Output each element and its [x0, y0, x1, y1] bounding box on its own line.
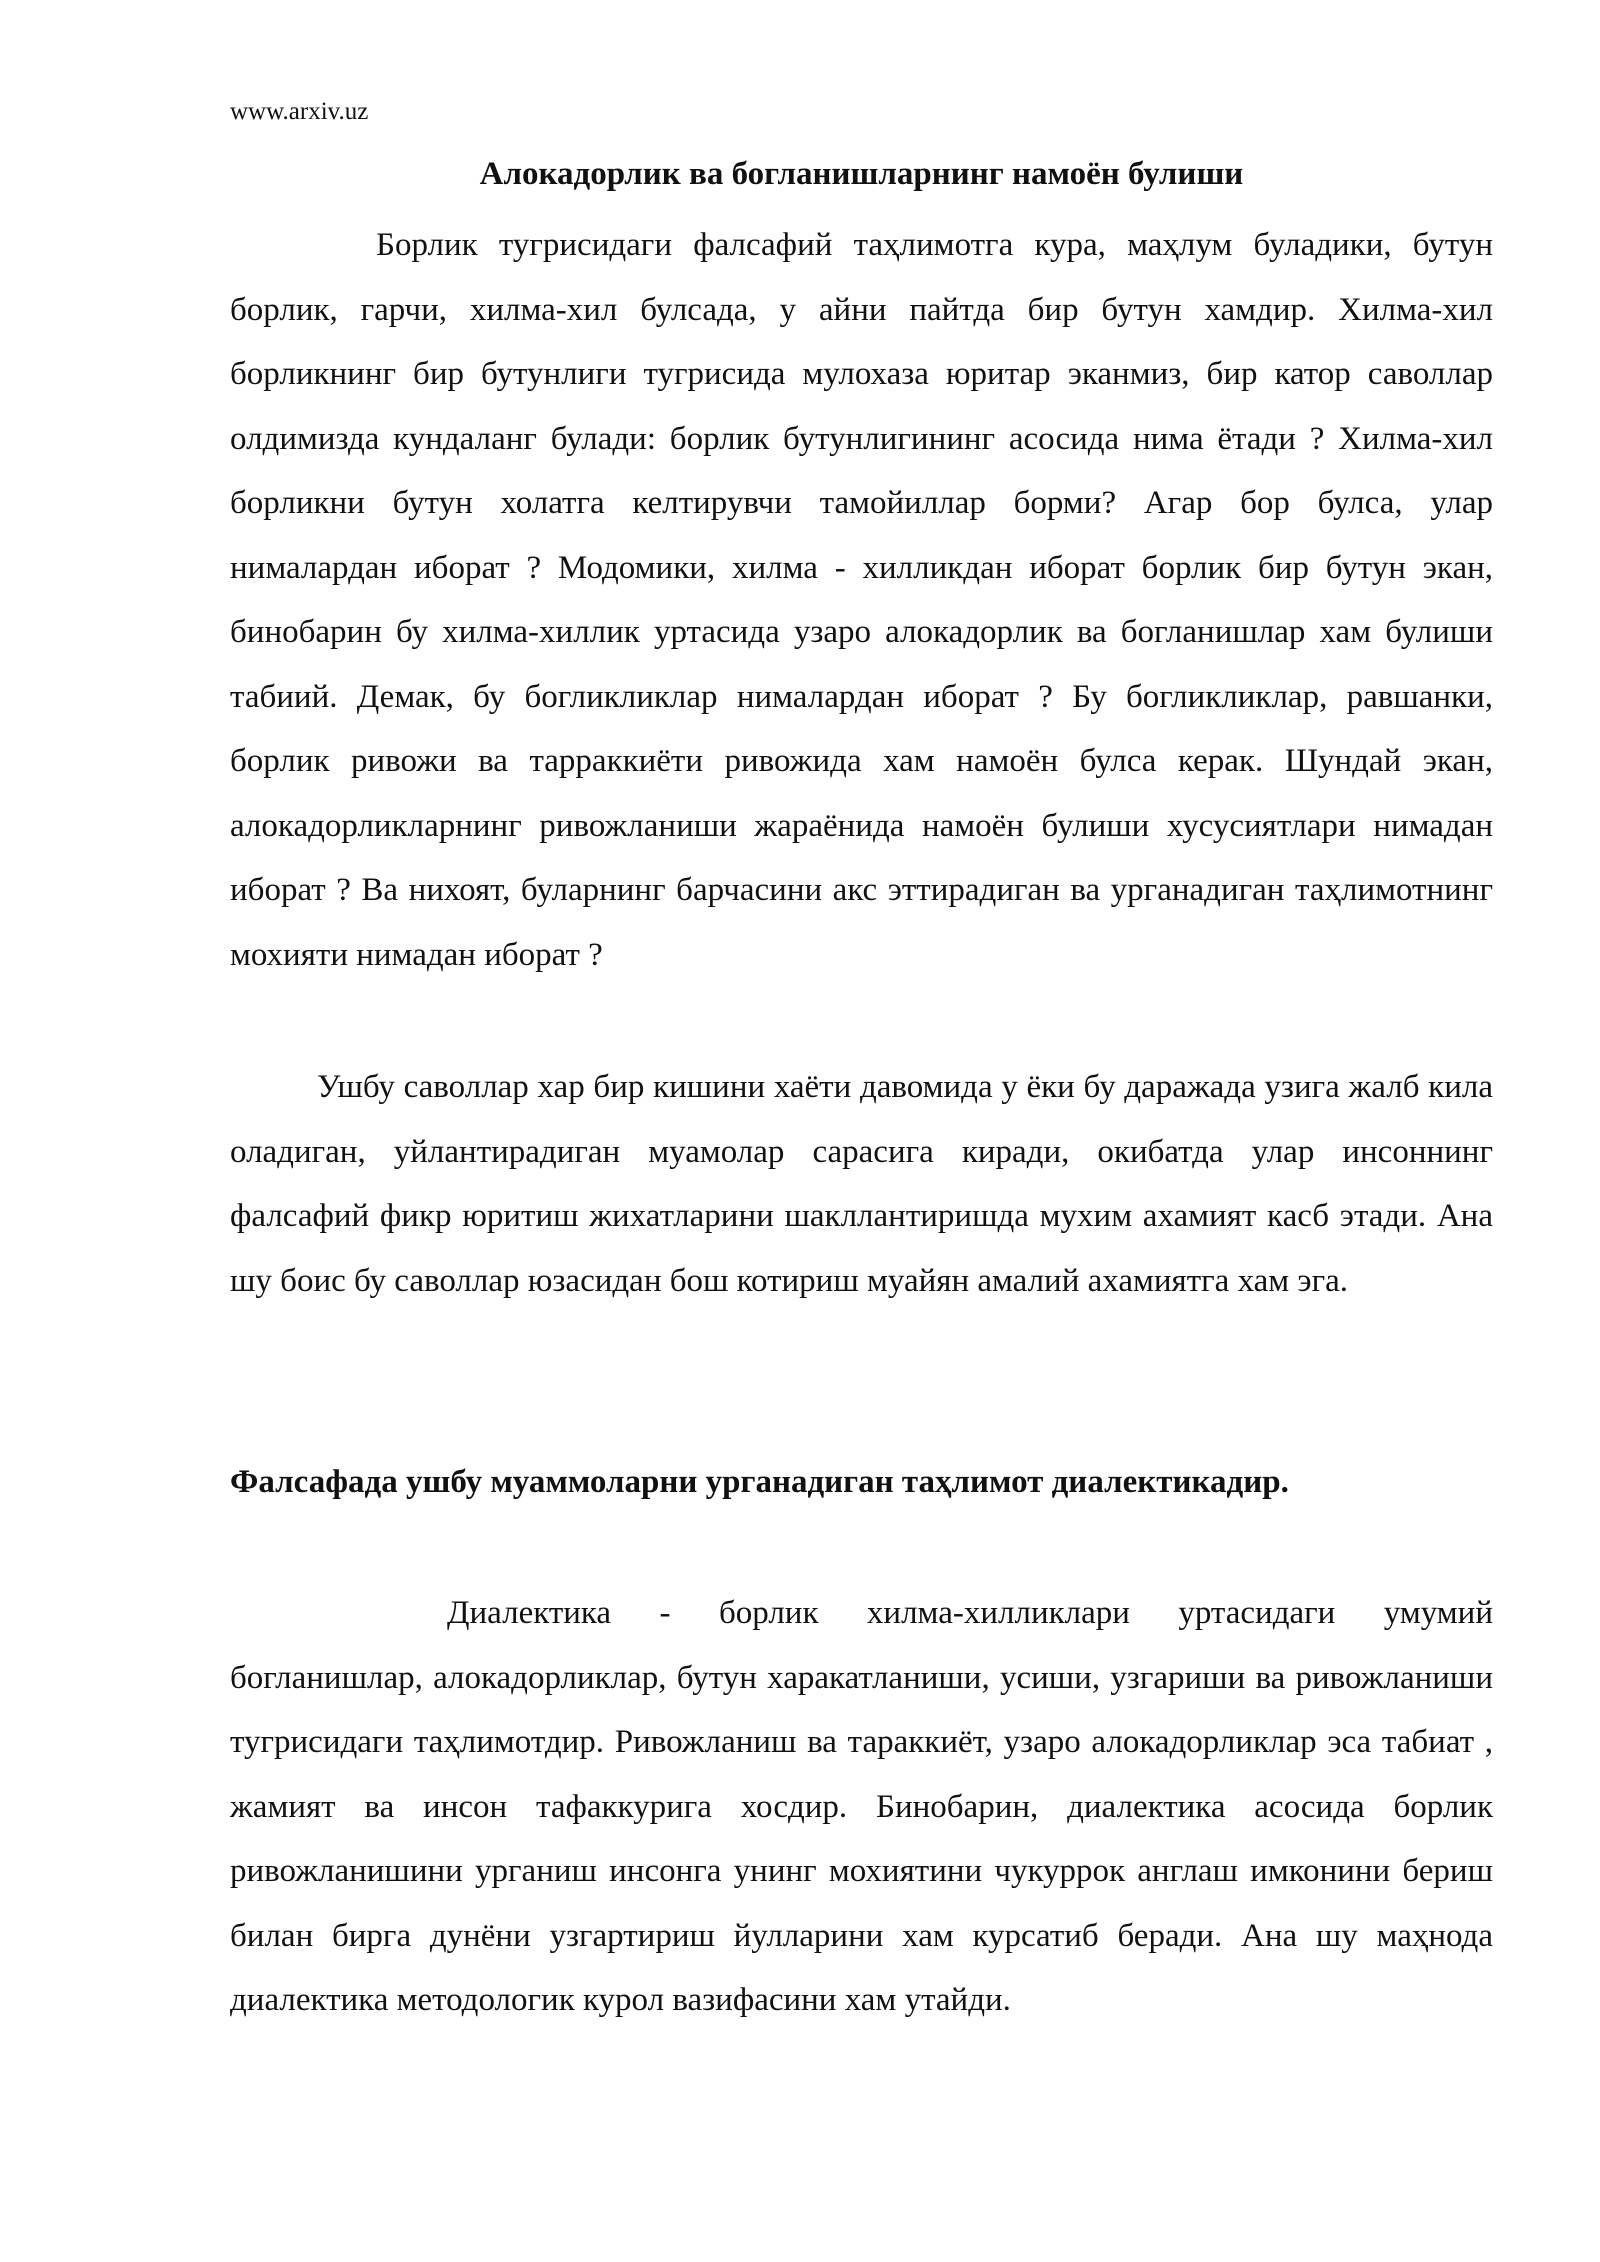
section-heading: Фалсафада ушбу муаммоларни урганадиган таҳлимот диалектикадир. [230, 1464, 1289, 1500]
paragraph-2: Ушбу саволлар хар бир кишини хаёти давомида у ёки бу даражада узига жалб кила оладиган, уйлантирадиган муамолар сарасига киради, окибатда улар инсоннинг фалсафий фикр юритиш жихатларини шакллантиришда мухим ахамият касб этади. Ана шу боис бу саволлар юзасидан бош котириш муайян амалий ахамиятга хам эга. [230, 1069, 1493, 1299]
site-header: www.arxiv.uz [230, 98, 369, 125]
paragraph-1: Борлик тугрисидаги фалсафий таҳлимотга кура, маҳлум буладики, бутун борлик, гарчи, хилма-хил булсада, у айни пайтда бир бутун хамдир. Хилма-хил борликнинг бир бутунлиги тугрисида мулохаза юритар эканмиз, бир катор саволлар олдимизда кундаланг булади: борлик бутунлигининг асосида нима ётади ? Хилма-хил борликни бутун холатга келтирувчи тамойиллар борми? Агар бор булса, улар нималардан иборат ? Модомики, хилма - хилликдан иборат борлик бир бутун экан, бинобарин бу хилма-хиллик уртасида узаро алокадорлик ва богланишлар хам булиши табиий. Демак, бу богликликлар нималардан иборат ? Бу богликликлар, равшанки, борлик ривожи ва тарраккиёти ривожида хам намоён булса керак. Шундай экан, алокадорликларнинг ривожланиши жараёнида намоён булиши хусусиятлари нимадан иборат ? Ва нихоят, буларнинг барчасини акс эттирадиган ва урганадиган таҳлимотнинг мохияти нимадан иборат ? [230, 227, 1493, 973]
document-title: Алокадорлик ва богланишларнинг намоён булиши [479, 156, 1244, 192]
section-paragraph-1: Диалектика - борлик хилма-хилликлари уртасидаги умумий богланишлар, алокадорликлар, бутун харакатланиши, усиши, узгариши ва ривожланиши тугрисидаги таҳлимотдир. Ривожланиш ва тараккиёт, узаро алокадорликлар эса табиат , жамият ва инсон тафаккурига хосдир. Бинобарин, диалектика асосида борлик ривожланишини урганиш инсонга унинг мохиятини чукуррок англаш имконини бериш билан бирга дунёни узгартириш йулларини хам курсатиб беради. Ана шу маҳнода диалектика методологик курол вазифасини хам утайди. [230, 1595, 1493, 2018]
